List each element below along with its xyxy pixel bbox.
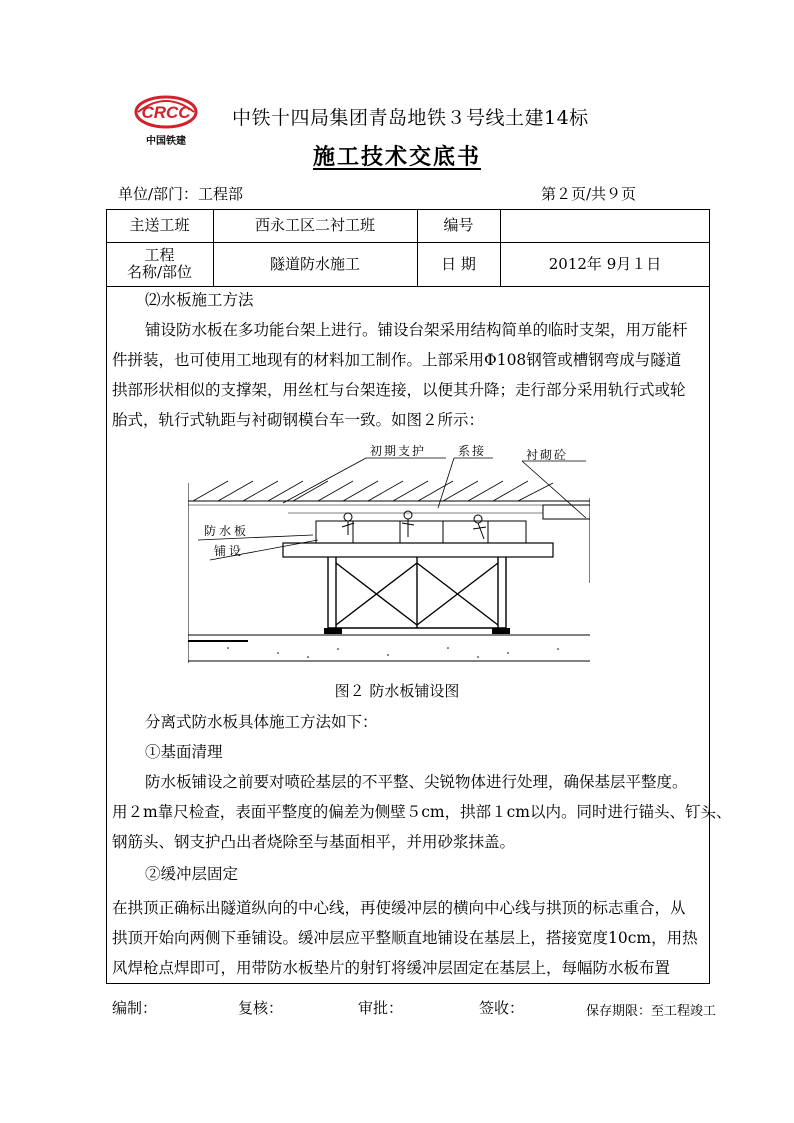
label-waterproof-board: 防水板 <box>204 524 250 538</box>
label-lining: 衬砌砼 <box>526 448 569 462</box>
step1-heading: ①基面清理 <box>145 743 223 761</box>
label-connection: 系接 <box>458 444 487 458</box>
paragraph-line: 拱部形状相似的支撑架，用丝杠与台架连接，以便其升降；走行部分采用轨行式或轮 <box>112 381 686 399</box>
intro-line: 分离式防水板具体施工方法如下： <box>145 713 378 731</box>
paragraph-line: 铺设防水板在多功能台架上进行。铺设台架采用结构简单的临时支架，用万能杆 <box>145 321 688 339</box>
step2-heading: ②缓冲层固定 <box>145 865 239 883</box>
paragraph-line: 拱顶开始向两侧下垂铺设。缓冲层应平整顺直地铺设在基层上，搭接宽度10cm，用热 <box>112 929 698 947</box>
document-title: 施工技术交底书 <box>312 144 481 170</box>
paragraph-line: 防水板铺设之前要对喷砼基层的不平整、尖锐物体进行处理，确保基层平整度。 <box>145 773 688 791</box>
logo-caption: 中国铁建 <box>146 136 186 147</box>
paragraph-line: 风焊枪点焊即可，用带防水板垫片的射钉将缓冲层固定在基层上，每幅防水板布置 <box>112 959 671 977</box>
page-indicator: 第２页/共９页 <box>541 185 637 203</box>
project-value: 隧道防水施工 <box>269 254 360 273</box>
paragraph-line: 在拱顶正确标出隧道纵向的中心线，再使缓冲层的横向中心线与拱顶的标志重合，从 <box>112 899 686 917</box>
date-label: 日 期 <box>441 254 476 273</box>
table-divider <box>106 286 710 287</box>
date-value: 2012年 9月１日 <box>548 254 662 273</box>
section-heading: ⑵水板施工方法 <box>145 291 254 309</box>
waterproof-installation-figure <box>188 443 590 673</box>
label-initial-support: 初期支护 <box>370 444 427 458</box>
logo-lettering: CRCC <box>141 103 191 122</box>
footer-retention: 保存期限：至工程竣工 <box>586 1004 717 1019</box>
unit-department: 单位/部门：工程部 <box>118 185 244 203</box>
company-name: 中铁十四局集团青岛地铁３号线土建14标 <box>232 107 589 129</box>
number-label: 编号 <box>443 216 474 234</box>
figure-caption: 图２ 防水板铺设图 <box>334 682 460 700</box>
project-label: 工程 名称/部位 <box>126 246 193 281</box>
paragraph-line: 件拼装，也可使用工地现有的材料加工制作。上部采用Φ108钢管或槽钢弯成与隧道 <box>112 351 682 369</box>
paragraph-line: 钢筋头、钢支护凸出者烧除至与基面相平，并用砂浆抹盖。 <box>112 833 516 851</box>
recipient-label: 主送工班 <box>129 216 190 234</box>
footer-reviewed: 复核： <box>238 999 284 1017</box>
footer-prepared: 编制： <box>112 999 158 1017</box>
footer-approved: 审批： <box>358 999 404 1017</box>
label-installation: 铺设 <box>214 544 245 558</box>
paragraph-line: 用２m靠尺检查，表面平整度的偏差为侧壁５cm，拱部１cm以内。同时进行锚头、钉头、 <box>112 803 732 821</box>
number-value <box>500 209 710 242</box>
recipient-value: 西永工区二衬工班 <box>254 216 375 234</box>
footer-signed: 签收： <box>479 999 525 1017</box>
paragraph-line: 胎式，轨行式轨距与衬砌钢模台车一致。如图２所示： <box>112 411 485 429</box>
